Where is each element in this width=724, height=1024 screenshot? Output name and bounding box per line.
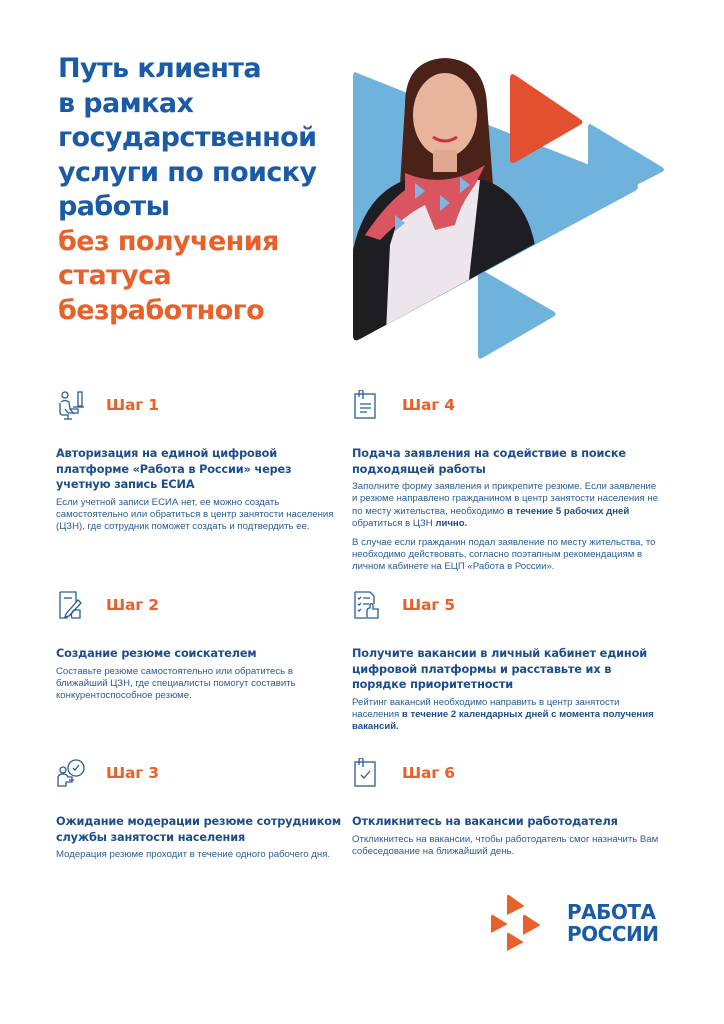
step-title: Ожидание модерации резюме сотрудником службы занятости населения xyxy=(56,815,341,844)
document-edit-icon xyxy=(56,590,86,620)
step-label: Шаг 6 xyxy=(402,764,455,782)
emphasis-deadline: в течение 2 календарных дней с момента получения вакансий. xyxy=(352,708,654,733)
title-line: услуги по поиску xyxy=(58,156,317,188)
page-title xyxy=(58,52,348,328)
step-description: Модерация резюме проходит в течение одного рабочего дня. xyxy=(56,849,331,860)
step-title: Откликнитесь на вакансии работодателя xyxy=(352,815,618,828)
step-description: Заполните форму заявления и прикрепите резюме. Если заявление и резюме направлено гражданином в центр занятости населения не по месту жительства, необходимо в течение 5 рабочих дней обратиться в ЦЗН лично. В случае если гражданин подал заявление по месту жительства, то необходимо действовать, согласно поэтапным рекомендациям в личном кабинете на ЕЦП «Работа в России». xyxy=(352,481,659,573)
step-3 xyxy=(56,758,346,861)
title-line: государственной xyxy=(58,122,317,153)
step-title: Получите вакансии в личный кабинет единой цифровой платформы и расставьте их в порядке приоритетности xyxy=(352,647,647,691)
checklist-hand-icon xyxy=(352,590,382,620)
logo-line2: РОССИИ xyxy=(567,922,659,946)
step-title: Подача заявления на содействие в поиске подходящей работы xyxy=(352,447,626,476)
step-label: Шаг 4 xyxy=(402,396,455,414)
title-line-accent: статуса xyxy=(58,260,172,291)
person-at-computer-icon xyxy=(56,390,86,420)
step-title: Авторизация на единой цифровой платформе «Работа в России» через учетную запись ЕСИА xyxy=(56,447,292,491)
title-line: Путь клиента xyxy=(58,53,261,84)
clipboard-document-icon xyxy=(352,390,382,420)
step-description: Рейтинг вакансий необходимо направить в центр занятости населения в течение 2 календарных дней с момента получения вакансий. xyxy=(352,696,654,733)
step-4 xyxy=(352,390,662,574)
step-2 xyxy=(56,590,346,703)
step-1 xyxy=(56,390,346,534)
logo-triangles-icon xyxy=(489,893,559,953)
title-line: работы xyxy=(58,191,170,222)
step-label: Шаг 1 xyxy=(106,396,159,414)
step-description: Если учетной записи ЕСИА нет, ее можно создать самостоятельно или обратиться в центр занятости населения (ЦЗН), где сотрудник поможет создать и подтвердить ее. xyxy=(56,496,334,533)
triangles-photo-graphic xyxy=(345,55,675,365)
step-title: Создание резюме соискателем xyxy=(56,647,257,660)
step-description: Откликнитесь на вакансии, чтобы работодатель смог назначить Вам собеседование на ближайший день. xyxy=(352,833,659,857)
hero-image xyxy=(345,55,675,365)
step-5 xyxy=(352,590,662,734)
step-description: Составьте резюме самостоятельно или обратитесь в ближайший ЦЗН, где специалисты помогут составить конкурентоспособное резюме. xyxy=(56,665,296,702)
title-line: в рамках xyxy=(58,87,194,119)
step-label: Шаг 2 xyxy=(106,596,159,614)
emphasis-personally: лично. xyxy=(435,518,468,530)
title-line-accent: без получения xyxy=(58,225,279,257)
step-6 xyxy=(352,758,672,858)
step-label: Шаг 5 xyxy=(402,596,455,614)
clipboard-check-icon xyxy=(352,758,382,788)
person-clock-icon xyxy=(56,758,86,788)
logo-line1: РАБОТА xyxy=(567,900,656,924)
title-line-accent: безработного xyxy=(58,294,265,326)
rabota-rossii-logo xyxy=(489,893,659,953)
emphasis-deadline: в течение 5 рабочих дней xyxy=(506,505,630,517)
step-label: Шаг 3 xyxy=(106,764,159,782)
